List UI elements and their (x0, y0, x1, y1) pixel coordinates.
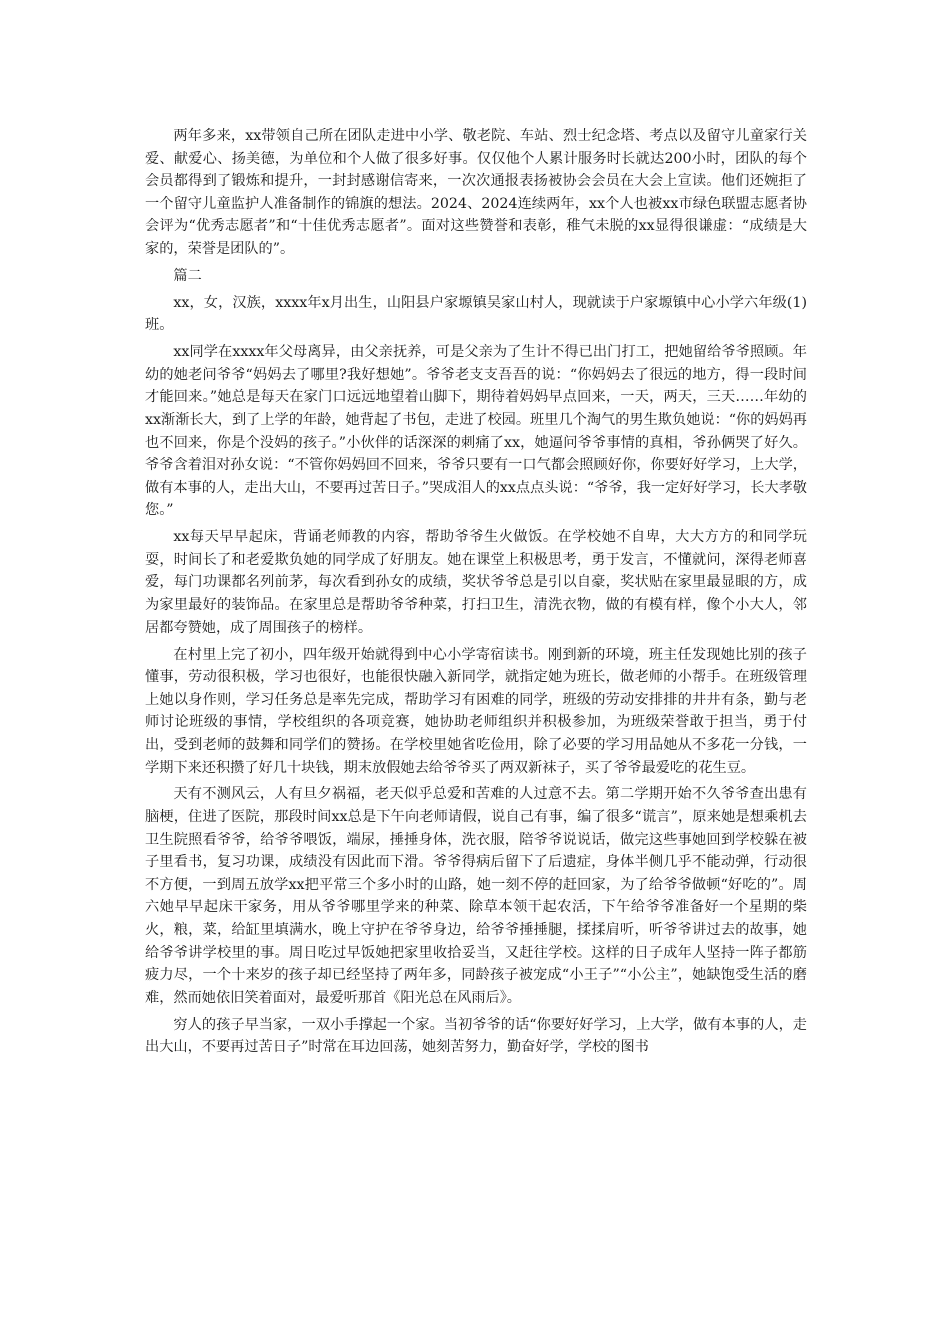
paragraph: xx同学在xxxx年父母离异，由父亲抚养，可是父亲为了生计不得已出门打工，把她留给爷爷照顾。年幼的她老问爷爷“妈妈去了哪里?我好想她”。爷爷老支支吾吾的说：“你妈妈去了很远的地方，得一段时间才能回来。”她总是每天在家门口远远地望着山脚下，期待着妈妈早点回来，一天，两天，三天……年幼的xx渐渐长大，到了上学的年龄，她背起了书包，走进了校园。班里几个淘气的男生欺负她说：“你的妈妈再也不回来，你是个没妈的孩子。”小伙伴的话深深的刺痛了xx，她逼问爷爷事情的真相，爷孙俩哭了好久。爷爷含着泪对孙女说：“不管你妈妈回不回来，爷爷只要有一口气都会照顾好你，你要好好学习，上大学，做有本事的人，走出大山，不要再过苦日子。”哭成泪人的xx点点头说：“爷爷，我一定好好学习，长大孝敬您。” (145, 344, 807, 519)
paragraph: 两年多来，xx带领自己所在团队走进中小学、敬老院、车站、烈士纪念塔、考点以及留守儿童家行关爱、献爱心、扬美德，为单位和个人做了很多好事。仅仅他个人累计服务时长就达200小时，团队的每个会员都得到了锻炼和提升，一封封感谢信寄来，一次次通报表扬被协会会员在大会上宣读。他们还婉拒了一个留守儿童监护人准备制作的锦旗的想法。2024、2024连续两年，xx个人也被xx市绿色联盟志愿者协会评为“优秀志愿者”和“十佳优秀志愿者”。面对这些赞誉和表彰，稚气未脱的xx显得很谦虚：“成绩是大家的，荣誉是团队的”。 (145, 128, 807, 257)
paragraph: 天有不测风云，人有旦夕祸福，老天似乎总爱和苦难的人过意不去。第二学期开始不久爷爷查出患有脑梗，住进了医院，那段时间xx总是下午向老师请假，说自己有事，编了很多“谎言”，原来她是想乘机去卫生院照看爷爷，给爷爷喂饭，端尿，捶捶身体，洗衣服，陪爷爷说说话，做完这些事她回到学校躲在被子里看书，复习功课，成绩没有因此而下滑。爷爷得病后留下了后遗症，身体半侧几乎不能动弹，行动很不方便，一到周五放学xx把平常三个多小时的山路，她一刻不停的赶回家，为了给爷爷做顿“好吃的”。周六她早早起床干家务，用从爷爷哪里学来的种菜、除草本领干起农活，下午给爷爷准备好一个星期的柴火，粮，菜，给缸里填满水，晚上守护在爷爷身边，给爷爷捶捶腿，揉揉肩听，听爷爷讲过去的故事，她给爷爷讲学校里的事。周日吃过早饭她把家里收拾妥当，又赶往学校。这样的日子成年人坚持一阵子都筋疲力尽，一个十来岁的孩子却已经坚持了两年多，同龄孩子被宠成“小王子”“小公主”，她缺饱受生活的磨难，然而她依旧笑着面对，最爱听那首《阳光总在风雨后》。 (145, 786, 807, 1006)
section-heading: 篇二 (173, 267, 202, 284)
paragraph: xx每天早早起床，背诵老师教的内容，帮助爷爷生火做饭。在学校她不自卑，大大方方的和同学玩耍，时间长了和老爱欺负她的同学成了好朋友。她在课堂上积极思考，勇于发言，不懂就问，深得老师喜爱，每门功课都名列前茅，每次看到孙女的成绩，奖状爷爷总是引以自豪，奖状贴在家里最显眼的方，成为家里最好的装饰品。在家里总是帮助爷爷种菜，打扫卫生，清洗衣物，做的有模有样，像个小大人，邻居都夸赞她，成了周围孩子的榜样。 (145, 529, 807, 636)
document-body (145, 125, 807, 1063)
paragraph: 在村里上完了初小，四年级开始就得到中心小学寄宿读书。刚到新的环境，班主任发现她比别的孩子懂事，劳动很积极，学习也很好，也能很快融入新同学，就指定她为班长，做老师的小帮手。在班级管理上她以身作则，学习任务总是率先完成，帮助学习有困难的同学，班级的劳动安排排的井井有条，勤与老师讨论班级的事情，学校组织的各项竞赛，她协助老师组织并积极参加，为班级荣誉敢于担当，勇于付出，受到老师的鼓舞和同学们的赞扬。在学校里她省吃俭用，除了必要的学习用品她从不多花一分钱，一学期下来还积攒了好几十块钱，期末放假她去给爷爷买了两双新袜子，买了爷爷最爱吃的花生豆。 (145, 646, 807, 776)
paragraph: 穷人的孩子早当家，一双小手撑起一个家。当初爷爷的话“你要好好学习，上大学，做有本事的人，走出大山，不要再过苦日子”时常在耳边回荡，她刻苦努力，勤奋好学，学校的图书 (145, 1016, 807, 1056)
paragraph: xx，女，汉族，xxxx年x月出生，山阳县户家塬镇吴家山村人，现就读于户家塬镇中心小学六年级(1)班。 (145, 294, 807, 334)
